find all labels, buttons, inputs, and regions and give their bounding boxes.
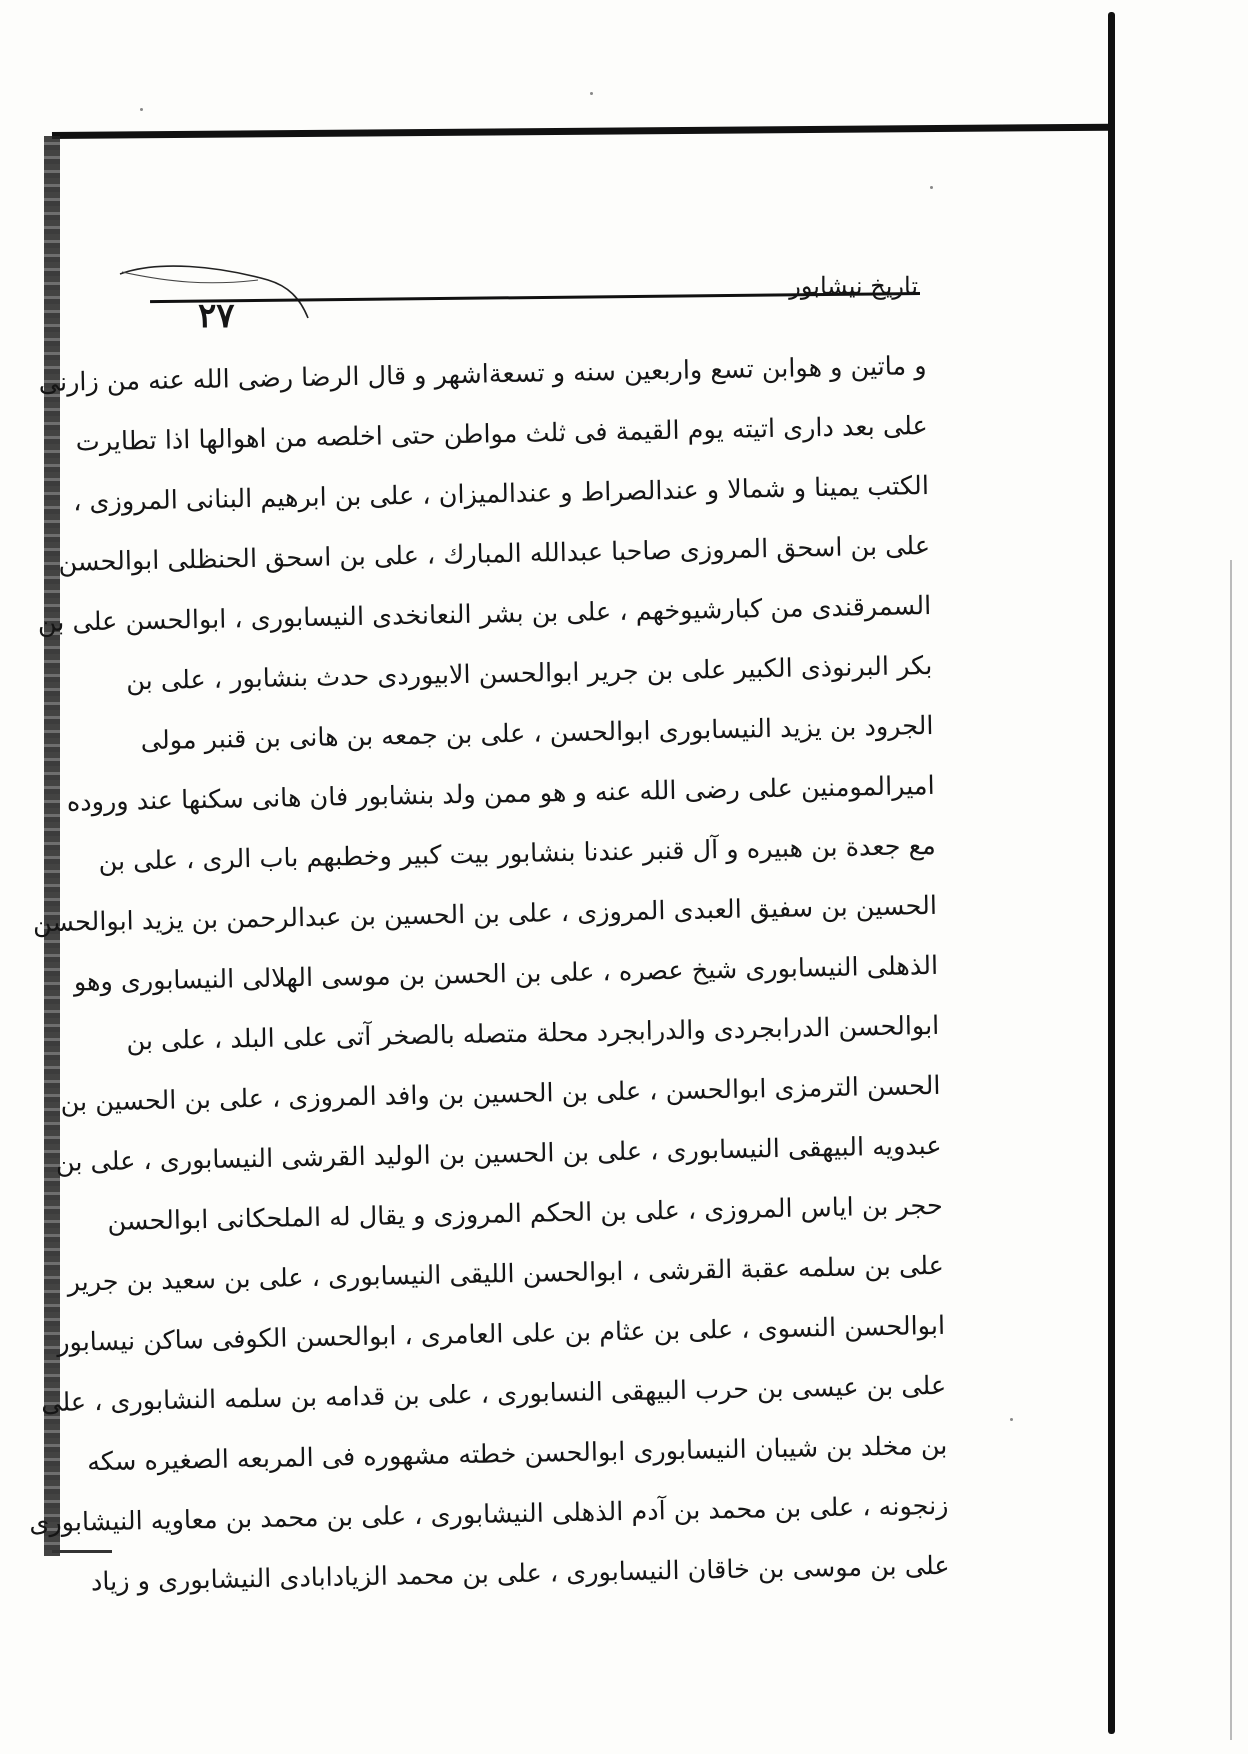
text-line: الكتب يمينا و شمالا و عندالصراط و عندالميزان ، على بن ابرهيم البنانى المروزى ، (72, 470, 930, 518)
text-line: حجر بن اياس المروزى ، على بن الحكم المروزى و يقال له الملحكانى ابوالحسن (107, 1190, 943, 1237)
text-line: بكر البرنوذى الكبير على بن جرير ابوالحسن الابيوردى حدث بنشابور ، على بن (125, 650, 933, 697)
scan-speck (930, 186, 933, 189)
facing-page-edge (1230, 560, 1232, 1740)
text-line: الجرود بن يزيد النيسابورى ابوالحسن ، على بن جمعه بن هانى بن قنبر مولى (140, 710, 934, 757)
text-line: السمرقندى من كبارشيوخهم ، على بن بشر النعانخدى النيسابورى ، ابوالحسن على بن (37, 590, 932, 639)
text-line: ابوالحسن النسوى ، على بن عثام بن على العامرى ، ابوالحسن الكوفى ساكن نيسابور (56, 1310, 946, 1358)
scan-speck (1010, 1418, 1013, 1421)
text-line: على بن موسى بن خاقان النيسابورى ، على بن محمد الزيادابادى النيشابورى و زياد (90, 1550, 950, 1598)
scan-speck (590, 92, 593, 95)
text-line: مع جعدة بن هبيره و آل قنبر عندنا بنشابور بيت كبير وخطبهم باب الرى ، على بن (98, 830, 937, 877)
page-right-edge (1108, 12, 1115, 1734)
body-text (29, 336, 950, 1610)
running-title: تاريخ نيشابور (789, 272, 918, 300)
scan-speck (140, 108, 143, 111)
text-line: على بن اسحق المروزى صاحبا عبدالله المبارك ، على بن اسحق الحنظلى ابوالحسن (58, 530, 931, 578)
text-line: الحسن الترمزى ابوالحسن ، على بن الحسين بن وافد المروزى ، على بن الحسين بن (60, 1070, 941, 1118)
text-line: ابوالحسن الدرابجردى والدرابجرد محلة متصله بالصخر آتى على البلد ، على بن (126, 1010, 940, 1057)
text-line: زنجونه ، على بن محمد بن آدم الذهلى النيشابورى ، على بن محمد بن معاويه النيشابورى (29, 1490, 949, 1539)
text-line: و ماتين و هوابن تسع واربعين سنه و تسعةاشهر و قال الرضا رضى الله عنه من زارنى (38, 350, 927, 399)
text-line: الحسين بن سفيق العبدى المروزى ، على بن الحسين بن عبدالرحمن بن يزيد ابوالحسن (32, 890, 938, 939)
text-line: على بعد دارى اتيته يوم القيمة فى ثلث مواطن حتى اخلصه من اهوالها اذا تطايرت (75, 410, 929, 458)
text-line: عبدويه البيهقى النيسابورى ، على بن الحسين بن الوليد القرشى النيسابورى ، على بن (55, 1130, 942, 1178)
text-line: الذهلى النيسابورى شيخ عصره ، على بن الحسن بن موسى الهلالى النيسابورى وهو (73, 950, 939, 998)
page-number: ۲۷ (198, 296, 235, 336)
text-line: على بن سلمه عقبة القرشى ، ابوالحسن الليقى النيسابورى ، على بن سعيد بن جرير (67, 1250, 945, 1298)
text-line: اميرالمومنين على رضى الله عنه و هو ممن ولد بنشابور فان هانى سكنها عند وروده (66, 770, 935, 818)
text-line: بن مخلد بن شيبان النيسابورى ابوالحسن خطته مشهوره فى المربعه الصغيره سكه (86, 1430, 948, 1478)
text-line: على بن عيسى بن حرب البيهقى النسابورى ، على بن قدامه بن سلمه النشابورى ، على (40, 1370, 947, 1419)
